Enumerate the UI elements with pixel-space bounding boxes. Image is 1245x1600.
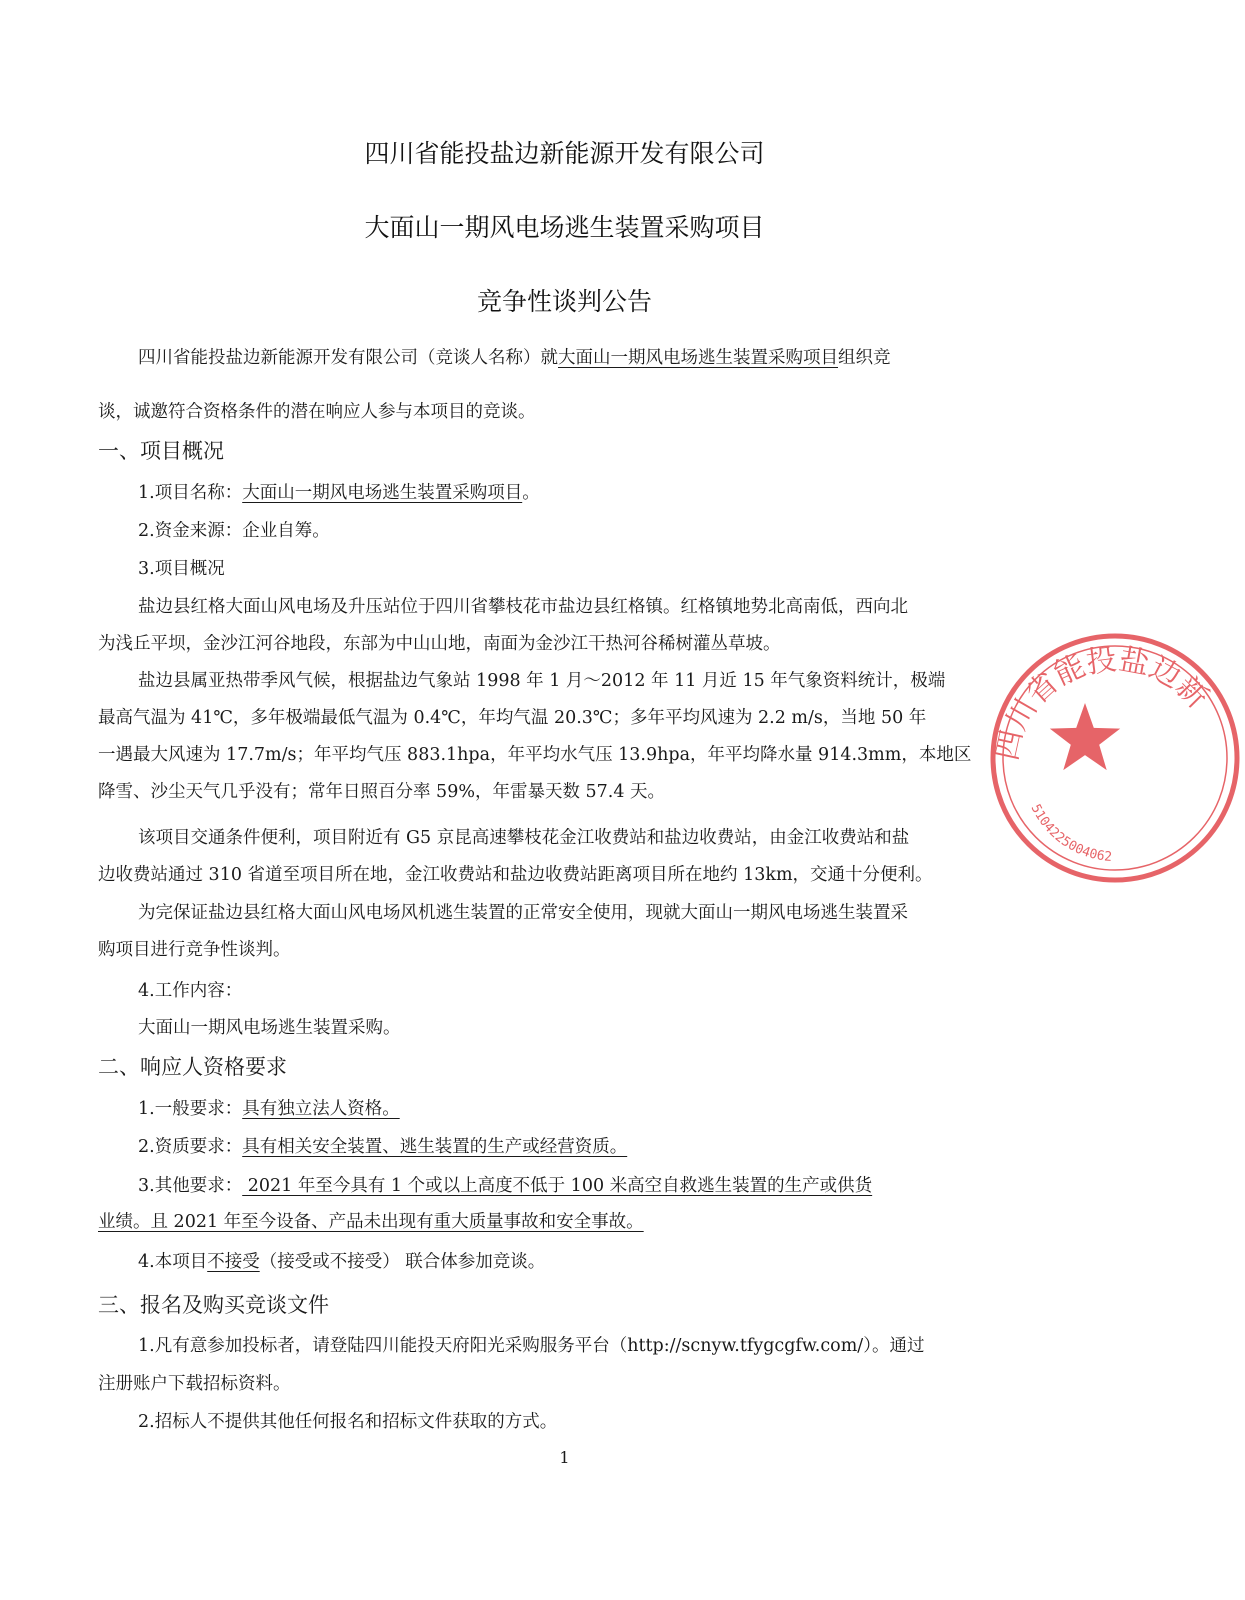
seal-text: 四川省能投盐边新 — [989, 642, 1215, 764]
intro-line-1 — [138, 346, 891, 370]
seal-code: 5104225004062 — [1027, 802, 1113, 865]
req-consortium-suffix: （接受或不接受） 联合体参加竞谈。 — [259, 1252, 546, 1272]
document-type-title: 竞争性谈判公告 — [476, 287, 652, 316]
req-general-label: 1.一般要求： — [138, 1099, 243, 1119]
registration-item-1-line-1: 1.凡有意参加投标者，请登陆四川能投天府阳光采购服务平台（http://scnyw.tfygcgfw.com/）。通过 — [138, 1336, 925, 1356]
work-content-value: 大面山一期风电场逃生装置采购。 — [138, 1018, 401, 1038]
req-qualification-label: 2.资质要求： — [138, 1137, 243, 1157]
seal-star-icon — [1050, 703, 1120, 770]
section-1-heading: 一、项目概况 — [98, 439, 224, 463]
project-name-end: 。 — [522, 483, 540, 503]
page-number: 1 — [559, 1448, 570, 1467]
req-other-line-2 — [98, 1210, 644, 1234]
overview-p3-line-1: 该项目交通条件便利，项目附近有 G5 京昆高速攀枝花金江收费站和盐边收费站，由金江收费站和盐 — [138, 828, 910, 848]
req-qualification-line — [138, 1135, 627, 1159]
req-other-value-1: 2021 年至今具有 1 个或以上高度不低于 100 米高空自救逃生装置的生产或供货 — [242, 1176, 873, 1196]
intro-text-end: 组织竞 — [838, 348, 891, 368]
req-other-value-2: 业绩。且 2021 年至今设备、产品未出现有重大质量事故和安全事故。 — [98, 1212, 644, 1232]
project-name-line — [138, 481, 540, 505]
overview-p4-line-2: 购项目进行竞争性谈判。 — [98, 940, 291, 960]
section-3-heading: 三、报名及购买竞谈文件 — [98, 1293, 329, 1317]
req-general-line — [138, 1097, 400, 1121]
registration-item-1-line-2: 注册账户下载招标资料。 — [98, 1374, 291, 1394]
project-name-value: 大面山一期风电场逃生装置采购项目 — [242, 483, 523, 503]
req-general-value: 具有独立法人资格。 — [242, 1099, 400, 1119]
project-title: 大面山一期风电场逃生装置采购项目 — [364, 213, 765, 242]
overview-p1-line-1: 盐边县红格大面山风电场及升压站位于四川省攀枝花市盐边县红格镇。红格镇地势北高南低，西向北 — [138, 597, 908, 617]
work-content-label: 4.工作内容： — [138, 981, 243, 1001]
req-qualification-value: 具有相关安全装置、逃生装置的生产或经营资质。 — [242, 1137, 628, 1157]
req-other-line-1 — [138, 1174, 872, 1198]
company-title: 四川省能投盐边新能源开发有限公司 — [364, 139, 765, 168]
overview-p1-line-2: 为浅丘平坝，金沙江河谷地段，东部为中山山地，南面为金沙江干热河谷稀树灌丛草坡。 — [98, 634, 781, 654]
req-consortium-line — [138, 1250, 545, 1274]
req-consortium-prefix: 4.本项目 — [138, 1252, 208, 1272]
registration-item-2: 2.招标人不提供其他任何报名和招标文件获取的方式。 — [138, 1412, 558, 1432]
req-other-label: 3.其他要求： — [138, 1176, 243, 1196]
overview-p3-line-2: 边收费站通过 310 省道至项目所在地，金江收费站和盐边收费站距离项目所在地约 13km，交通十分便利。 — [98, 865, 933, 885]
section-2-heading: 二、响应人资格要求 — [98, 1055, 287, 1079]
overview-p2-line-3: 一遇最大风速为 17.7m/s；年平均气压 883.1hpa，年平均水气压 13.9hpa，年平均降水量 914.3mm，本地区 — [98, 745, 972, 765]
project-name-label: 1.项目名称： — [138, 483, 243, 503]
intro-project-name: 大面山一期风电场逃生装置采购项目 — [558, 348, 838, 368]
overview-label: 3.项目概况 — [138, 559, 225, 579]
intro-text: 四川省能投盐边新能源开发有限公司（竞谈人名称）就 — [138, 348, 558, 368]
overview-p4-line-1: 为完保证盐边县红格大面山风电场风机逃生装置的正常安全使用，现就大面山一期风电场逃生装置采 — [138, 903, 908, 923]
company-seal-stamp — [985, 628, 1245, 888]
intro-line-2: 谈，诚邀符合资格条件的潜在响应人参与本项目的竞谈。 — [98, 402, 536, 422]
overview-p2-line-2: 最高气温为 41℃，多年极端最低气温为 0.4℃，年均气温 20.3℃；多年平均风速为 2.2 m/s，当地 50 年 — [98, 708, 927, 728]
req-consortium-value: 不接受 — [207, 1252, 260, 1272]
overview-p2-line-1: 盐边县属亚热带季风气候，根据盐边气象站 1998 年 1 月～2012 年 11 月近 15 年气象资料统计，极端 — [138, 671, 946, 691]
fund-source-line: 2.资金来源：企业自筹。 — [138, 521, 330, 541]
overview-p2-line-4: 降雪、沙尘天气几乎没有；常年日照百分率 59%，年雷暴天数 57.4 天。 — [98, 782, 666, 802]
